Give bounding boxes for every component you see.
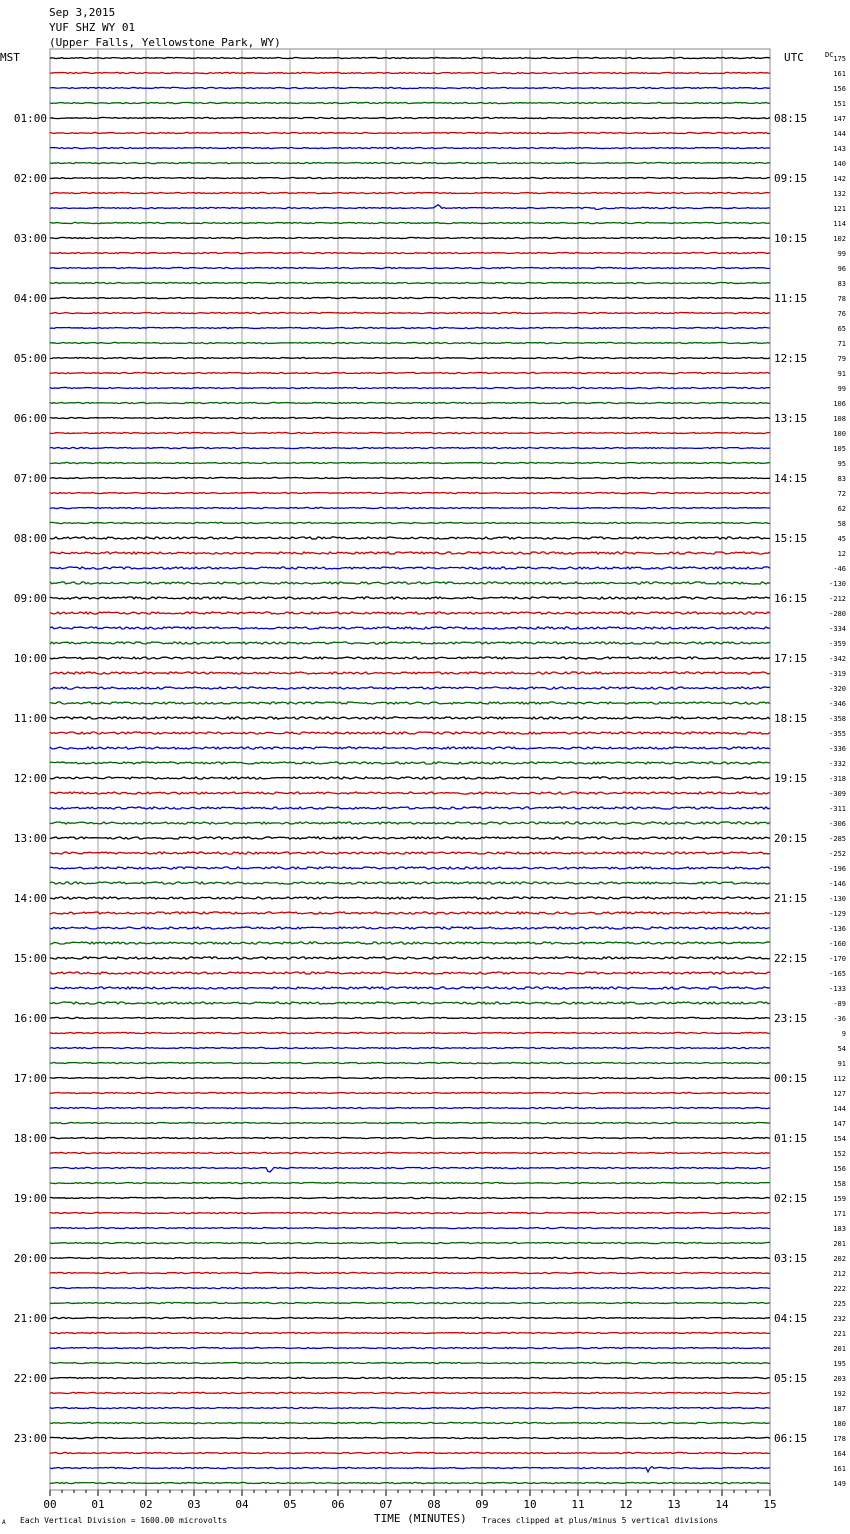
seismic-trace (50, 252, 770, 253)
seismic-trace (50, 1317, 770, 1318)
x-tick-label: 01 (91, 1498, 105, 1511)
dc-offset-label: 62 (837, 505, 846, 513)
dc-offset-label: -342 (829, 655, 846, 663)
dc-offset-label: 159 (833, 1195, 846, 1203)
utc-hour-label: 22:15 (774, 952, 808, 965)
seismic-trace (50, 987, 770, 989)
dc-offset-label: 232 (833, 1315, 846, 1323)
seismic-trace (50, 297, 770, 298)
seismic-trace (50, 897, 770, 899)
dc-offset-label: 114 (833, 220, 846, 228)
mst-hour-label: 04:00 (13, 292, 47, 305)
seismic-trace (50, 267, 770, 268)
seismic-trace (50, 1467, 770, 1472)
x-tick-label: 05 (283, 1498, 297, 1511)
seismic-trace (50, 1152, 770, 1153)
location-label: (Upper Falls, Yellowstone Park, WY) (49, 36, 281, 49)
dc-offset-label: -36 (833, 1015, 846, 1023)
utc-hour-label: 14:15 (774, 472, 808, 485)
dc-offset-label: -355 (829, 730, 846, 738)
utc-hour-label: 19:15 (774, 772, 808, 785)
utc-hour-label: 20:15 (774, 832, 808, 845)
mst-hour-label: 11:00 (13, 712, 47, 725)
utc-hour-label: 13:15 (774, 412, 808, 425)
date-label: Sep 3,2015 (49, 6, 116, 19)
dc-offset-label: 158 (833, 1180, 846, 1188)
trace-group (50, 57, 770, 1483)
scale-note: Each Vertical Division = 1600.00 microvolts (20, 1516, 228, 1525)
dc-offset-label: -358 (829, 715, 846, 723)
x-tick-label: 03 (187, 1498, 201, 1511)
utc-hour-label: 04:15 (774, 1312, 808, 1325)
dc-offset-label: -252 (829, 850, 846, 858)
station-label: YUF SHZ WY 01 (49, 21, 136, 34)
dc-offset-label: 65 (837, 325, 846, 333)
dc-offset-label: 192 (833, 1390, 846, 1398)
dc-offset-label: -170 (829, 955, 846, 963)
seismic-trace (50, 777, 770, 779)
seismic-trace (50, 657, 770, 659)
x-tick-label: 14 (715, 1498, 729, 1511)
seismic-trace (50, 492, 770, 493)
seismic-trace (50, 1242, 770, 1243)
mst-hour-label: 22:00 (13, 1372, 47, 1385)
utc-hour-label: 08:15 (774, 112, 808, 125)
mst-hour-label: 07:00 (13, 472, 47, 485)
dc-offset-label: 79 (837, 355, 846, 363)
seismic-trace (50, 1302, 770, 1303)
seismic-trace (50, 537, 770, 539)
x-tick-label: 00 (43, 1498, 57, 1511)
seismic-trace (50, 522, 770, 523)
dc-offset-label: 161 (833, 70, 846, 78)
utc-hour-label: 12:15 (774, 352, 808, 365)
seismic-trace (50, 1167, 770, 1172)
dc-offset-label: -46 (833, 565, 846, 573)
mst-hour-label: 12:00 (13, 772, 47, 785)
utc-hour-label: 15:15 (774, 532, 808, 545)
seismic-trace (50, 747, 770, 749)
seismic-trace (50, 132, 770, 133)
dc-offset-label: -311 (829, 805, 846, 813)
dc-offset-label: -319 (829, 670, 846, 678)
seismic-trace (50, 1137, 770, 1138)
seismic-trace (50, 1197, 770, 1198)
mst-hour-label: 01:00 (13, 112, 47, 125)
dc-offset-label: 147 (833, 115, 846, 123)
seismic-trace (50, 552, 770, 554)
dc-offset-label: -332 (829, 760, 846, 768)
dc-offset-label: 187 (833, 1405, 846, 1413)
dc-offset-label: -212 (829, 595, 846, 603)
dc-offset-label: 161 (833, 1465, 846, 1473)
dc-offset-label: 45 (837, 535, 846, 543)
dc-offset-label: 147 (833, 1120, 846, 1128)
seismic-trace (50, 477, 770, 478)
dc-offset-label: 99 (837, 250, 846, 258)
mst-hour-label: 14:00 (13, 892, 47, 905)
utc-hour-label: 06:15 (774, 1432, 808, 1445)
mst-hour-labels (14, 112, 47, 1445)
x-tick-label: 07 (379, 1498, 393, 1511)
dc-offset-label: 99 (837, 385, 846, 393)
seismic-trace (50, 1482, 770, 1483)
seismic-trace (50, 1017, 770, 1018)
seismic-trace (50, 732, 770, 734)
dc-offset-label: 221 (833, 1330, 846, 1338)
seismic-trace (50, 417, 770, 418)
seismic-trace (50, 627, 770, 629)
dc-offset-label: 201 (833, 1240, 846, 1248)
mst-hour-label: 21:00 (13, 1312, 47, 1325)
seismic-trace (50, 1272, 770, 1273)
dc-offset-label: 78 (837, 295, 846, 303)
seismic-trace (50, 1032, 770, 1033)
dc-offset-label: 102 (833, 235, 846, 243)
dc-offset-label: -334 (829, 625, 846, 633)
seismic-trace (50, 717, 770, 719)
dc-offset-label: 180 (833, 1420, 846, 1428)
mst-hour-label: 17:00 (13, 1072, 47, 1085)
mst-hour-label: 16:00 (13, 1012, 47, 1025)
seismic-trace (50, 852, 770, 854)
seismic-trace (50, 822, 770, 824)
seismic-trace (50, 237, 770, 238)
utc-hour-label: 05:15 (774, 1372, 808, 1385)
dc-offset-label: 71 (837, 340, 846, 348)
mst-hour-label: 09:00 (13, 592, 47, 605)
seismic-trace (50, 282, 770, 283)
x-tick-label: 11 (571, 1498, 585, 1511)
dc-offset-label: 91 (837, 1060, 846, 1068)
dc-header-label: DC (825, 51, 834, 59)
seismic-trace (50, 882, 770, 884)
seismic-trace (50, 102, 770, 103)
seismic-trace (50, 57, 770, 58)
dc-offset-label: -129 (829, 910, 846, 918)
seismic-trace (50, 192, 770, 193)
dc-offset-label: 201 (833, 1345, 846, 1353)
utc-hour-label: 16:15 (774, 592, 808, 605)
x-tick-label: 12 (619, 1498, 633, 1511)
dc-offset-label: -130 (829, 895, 846, 903)
seismic-trace (50, 177, 770, 178)
dc-offset-label: 127 (833, 1090, 846, 1098)
utc-hour-label: 11:15 (774, 292, 808, 305)
seismic-trace (50, 507, 770, 508)
seismic-trace (50, 972, 770, 974)
dc-offset-label: 83 (837, 280, 846, 288)
seismic-trace (50, 687, 770, 689)
utc-hour-labels (774, 112, 807, 1445)
dc-offset-label: 156 (833, 1165, 846, 1173)
seismic-trace (50, 402, 770, 403)
dc-offset-label: 175 (833, 55, 846, 63)
dc-offset-labels (829, 55, 846, 1488)
seismic-trace (50, 147, 770, 148)
utc-hour-label: 17:15 (774, 652, 808, 665)
dc-offset-label: 76 (837, 310, 846, 318)
seismic-trace (50, 957, 770, 959)
seismic-trace (50, 162, 770, 163)
seismic-trace (50, 1407, 770, 1408)
dc-offset-label: -280 (829, 610, 846, 618)
minute-grid (50, 49, 770, 1490)
dc-offset-label: 156 (833, 85, 846, 93)
mst-hour-label: 03:00 (13, 232, 47, 245)
dc-offset-label: -346 (829, 700, 846, 708)
seismic-trace (50, 357, 770, 358)
dc-offset-label: 54 (837, 1045, 846, 1053)
utc-hour-label: 10:15 (774, 232, 808, 245)
dc-offset-label: -285 (829, 835, 846, 843)
dc-offset-label: 140 (833, 160, 846, 168)
dc-offset-label: 132 (833, 190, 846, 198)
dc-offset-label: 164 (833, 1450, 846, 1458)
dc-offset-label: 178 (833, 1435, 846, 1443)
dc-offset-label: 149 (833, 1480, 846, 1488)
seismic-trace (50, 1377, 770, 1378)
mst-hour-label: 19:00 (13, 1192, 47, 1205)
dc-offset-label: -136 (829, 925, 846, 933)
dc-offset-label: -336 (829, 745, 846, 753)
dc-offset-label: 202 (833, 1255, 846, 1263)
seismic-trace (50, 1092, 770, 1093)
mst-hour-label: 13:00 (13, 832, 47, 845)
seismic-trace (50, 117, 770, 118)
dc-offset-label: 91 (837, 370, 846, 378)
seismic-trace (50, 582, 770, 584)
x-tick-label: 08 (427, 1498, 441, 1511)
clip-note: Traces clipped at plus/minus 5 vertical divisions (482, 1516, 719, 1525)
seismic-trace (50, 447, 770, 448)
seismic-trace (50, 342, 770, 343)
seismic-trace (50, 942, 770, 944)
seismic-trace (50, 1182, 770, 1183)
seismic-trace (50, 1077, 770, 1078)
right-timezone-label: UTC (784, 51, 804, 64)
seismic-trace (50, 72, 770, 73)
seismic-trace (50, 792, 770, 794)
dc-offset-label: 112 (833, 1075, 846, 1083)
mst-hour-label: 08:00 (13, 532, 47, 545)
x-tick-label: 13 (667, 1498, 681, 1511)
dc-offset-label: -318 (829, 775, 846, 783)
dc-offset-label: -309 (829, 790, 846, 798)
seismic-trace (50, 867, 770, 869)
seismic-trace (50, 1257, 770, 1258)
x-tick-label: 10 (523, 1498, 537, 1511)
seismic-trace (50, 672, 770, 674)
seismic-trace (50, 462, 770, 463)
dc-offset-label: -130 (829, 580, 846, 588)
dc-offset-label: 96 (837, 265, 846, 273)
utc-hour-label: 00:15 (774, 1072, 808, 1085)
dc-offset-label: -133 (829, 985, 846, 993)
mst-hour-label: 02:00 (13, 172, 47, 185)
plot-frame (50, 49, 770, 1490)
dc-offset-label: 212 (833, 1270, 846, 1278)
seismic-trace (50, 1287, 770, 1288)
dc-offset-label: 72 (837, 490, 846, 498)
seismic-trace (50, 1227, 770, 1228)
time-axis (43, 1490, 776, 1511)
dc-offset-label: 108 (833, 415, 846, 423)
seismic-trace (50, 312, 770, 313)
utc-hour-label: 09:15 (774, 172, 808, 185)
utc-hour-label: 23:15 (774, 1012, 808, 1025)
dc-offset-label: 222 (833, 1285, 846, 1293)
corner-mark: A (2, 1519, 6, 1526)
seismic-trace (50, 1362, 770, 1363)
plot-header (49, 6, 281, 49)
mst-hour-label: 18:00 (13, 1132, 47, 1145)
seismic-trace (50, 1422, 770, 1423)
dc-offset-label: 183 (833, 1225, 846, 1233)
mst-hour-label: 20:00 (13, 1252, 47, 1265)
dc-offset-label: 144 (833, 1105, 846, 1113)
dc-offset-label: 12 (837, 550, 846, 558)
mst-hour-label: 06:00 (13, 412, 47, 425)
seismic-trace (50, 837, 770, 839)
dc-offset-label: -160 (829, 940, 846, 948)
dc-offset-label: 225 (833, 1300, 846, 1308)
seismic-trace (50, 807, 770, 809)
dc-offset-label: 195 (833, 1360, 846, 1368)
dc-offset-label: 143 (833, 145, 846, 153)
dc-offset-label: -89 (833, 1000, 846, 1008)
seismic-trace (50, 1392, 770, 1393)
dc-offset-label: -320 (829, 685, 846, 693)
seismic-trace (50, 612, 770, 614)
seismic-trace (50, 1452, 770, 1453)
x-tick-label: 15 (763, 1498, 777, 1511)
dc-offset-label: 121 (833, 205, 846, 213)
mst-hour-label: 05:00 (13, 352, 47, 365)
dc-offset-label: 144 (833, 130, 846, 138)
seismic-trace (50, 642, 770, 644)
dc-offset-label: -165 (829, 970, 846, 978)
dc-offset-label: -146 (829, 880, 846, 888)
seismic-trace (50, 1047, 770, 1048)
seismic-trace (50, 702, 770, 704)
plot-footer (2, 1512, 718, 1526)
dc-offset-label: 152 (833, 1150, 846, 1158)
utc-hour-label: 02:15 (774, 1192, 808, 1205)
dc-offset-label: 100 (833, 430, 846, 438)
seismic-trace (50, 387, 770, 388)
x-tick-label: 04 (235, 1498, 249, 1511)
seismic-trace (50, 1212, 770, 1213)
seismic-trace (50, 1002, 770, 1004)
mst-hour-label: 15:00 (13, 952, 47, 965)
seismic-trace (50, 597, 770, 599)
seismic-trace (50, 912, 770, 914)
dc-offset-label: 154 (833, 1135, 846, 1143)
dc-offset-label: 9 (841, 1030, 846, 1038)
utc-hour-label: 03:15 (774, 1252, 808, 1265)
mst-hour-label: 10:00 (13, 652, 47, 665)
dc-offset-label: 151 (833, 100, 846, 108)
seismic-trace (50, 1107, 770, 1108)
dc-offset-label: 58 (837, 520, 846, 528)
dc-offset-label: 142 (833, 175, 846, 183)
x-axis-title: TIME (MINUTES) (374, 1512, 467, 1525)
seismic-trace (50, 1332, 770, 1333)
seismic-trace (50, 762, 770, 764)
seismic-trace (50, 87, 770, 88)
x-tick-label: 09 (475, 1498, 489, 1511)
dc-offset-label: 83 (837, 475, 846, 483)
left-timezone-label: MST (0, 51, 20, 64)
seismic-trace (50, 1347, 770, 1348)
dc-offset-label: -306 (829, 820, 846, 828)
seismic-trace (50, 372, 770, 373)
dc-offset-label: -196 (829, 865, 846, 873)
x-tick-label: 02 (139, 1498, 153, 1511)
dc-offset-label: 105 (833, 445, 846, 453)
seismic-trace (50, 1437, 770, 1438)
utc-hour-label: 01:15 (774, 1132, 808, 1145)
seismic-trace (50, 1062, 770, 1063)
seismic-trace (50, 927, 770, 929)
mst-hour-label: 23:00 (13, 1432, 47, 1445)
dc-offset-label: 106 (833, 400, 846, 408)
seismic-trace (50, 432, 770, 433)
dc-offset-label: -359 (829, 640, 846, 648)
dc-offset-label: 95 (837, 460, 846, 468)
x-tick-label: 06 (331, 1498, 345, 1511)
dc-offset-label: 171 (833, 1210, 846, 1218)
dc-offset-label: 203 (833, 1375, 846, 1383)
utc-hour-label: 21:15 (774, 892, 808, 905)
seismic-trace (50, 567, 770, 569)
seismic-trace (50, 1122, 770, 1123)
seismic-trace (50, 327, 770, 328)
seismic-trace (50, 205, 770, 210)
utc-hour-label: 18:15 (774, 712, 808, 725)
seismic-trace (50, 222, 770, 223)
